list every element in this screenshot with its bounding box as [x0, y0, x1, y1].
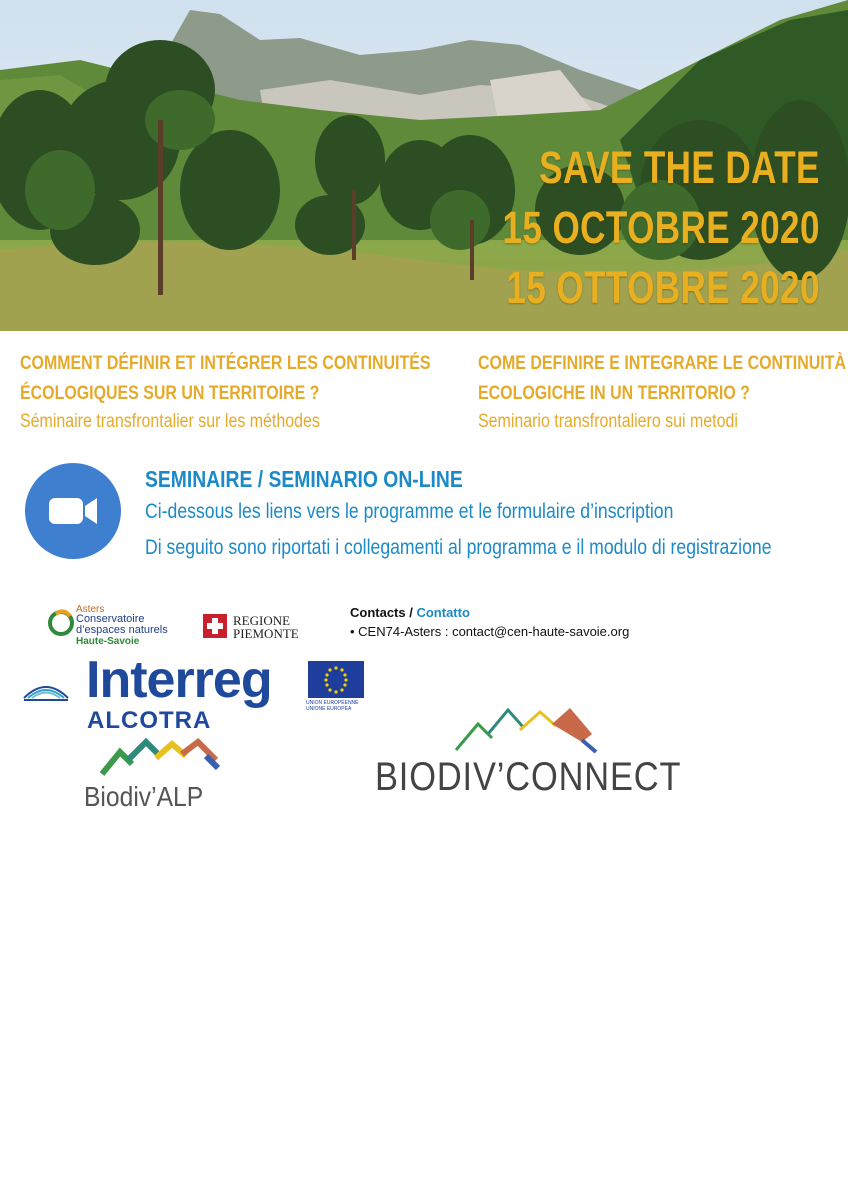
asters-line-1: Conservatoire [76, 613, 145, 625]
hero-banner [0, 0, 848, 331]
contact-entry[interactable]: • CEN74-Asters : contact@cen-haute-savoie.org [350, 624, 630, 639]
asters-region: Haute-Savoie [76, 636, 140, 647]
eu-flag-icon [308, 661, 364, 698]
date-italian: 15 OTTOBRE 2020 [506, 262, 820, 313]
italian-title-line-1: COME DEFINIRE E INTEGRARE LE CONTINUITÀ [478, 353, 846, 374]
piemonte-line-2: PIEMONTE [233, 626, 299, 641]
video-camera-icon[interactable] [25, 463, 121, 559]
french-title-line-1: COMMENT DÉFINIR ET INTÉGRER LES CONTINUITÉS [20, 353, 431, 374]
contacts-block [350, 604, 629, 642]
seminar-heading: SEMINAIRE / SEMINARIO ON-LINE [145, 466, 463, 492]
camera-glyph-icon [25, 463, 121, 559]
contacts-label-fr: Contacts / [350, 605, 413, 620]
seminar-links-french[interactable]: Ci-dessous les liens vers le programme et le formulaire d’inscription [145, 500, 674, 523]
asters-mark-icon [48, 606, 74, 640]
save-the-date-block [503, 138, 820, 318]
piemonte-flag-icon [203, 614, 227, 638]
eu-caption-it: UNIONE EUROPEA [306, 706, 352, 712]
save-the-date-label: SAVE THE DATE [539, 142, 820, 193]
biodivconnect-wordmark: BIODIV’CONNECT [375, 755, 682, 799]
biodivalp-mountains-icon [98, 738, 228, 778]
asters-name: Asters [76, 604, 105, 615]
italian-subtitle: Seminario transfrontaliero sui metodi [478, 411, 738, 432]
interreg-wordmark: Interreg [86, 651, 272, 709]
alcotra-wordmark: ALCOTRA [87, 707, 212, 734]
seminar-links-italian[interactable]: Di seguito sono riportati i collegamenti al programma e il modulo di registrazione [145, 536, 772, 559]
seminar-info [145, 464, 772, 566]
contacts-heading [350, 604, 629, 622]
eu-caption-fr: UNION EUROPÉENNE [306, 700, 359, 706]
contacts-label-it: Contatto [416, 605, 470, 620]
italian-title-block [478, 349, 846, 435]
eu-caption [306, 700, 359, 712]
french-subtitle: Séminaire transfrontalier sur les méthodes [20, 411, 320, 432]
piemonte-line-1: REGIONE [233, 613, 291, 628]
asters-line-2: d’espaces naturels [76, 624, 168, 636]
biodivalp-wordmark: Biodiv’ALP [84, 781, 204, 812]
french-title-line-2: ÉCOLOGIQUES SUR UN TERRITOIRE ? [20, 383, 320, 404]
italian-title-line-2: ECOLOGICHE IN UN TERRITORIO ? [478, 383, 750, 404]
french-title-block [20, 349, 431, 435]
date-french: 15 OCTOBRE 2020 [502, 202, 820, 253]
interreg-arc-icon [22, 674, 70, 704]
biodivconnect-mountains-icon [452, 704, 612, 754]
